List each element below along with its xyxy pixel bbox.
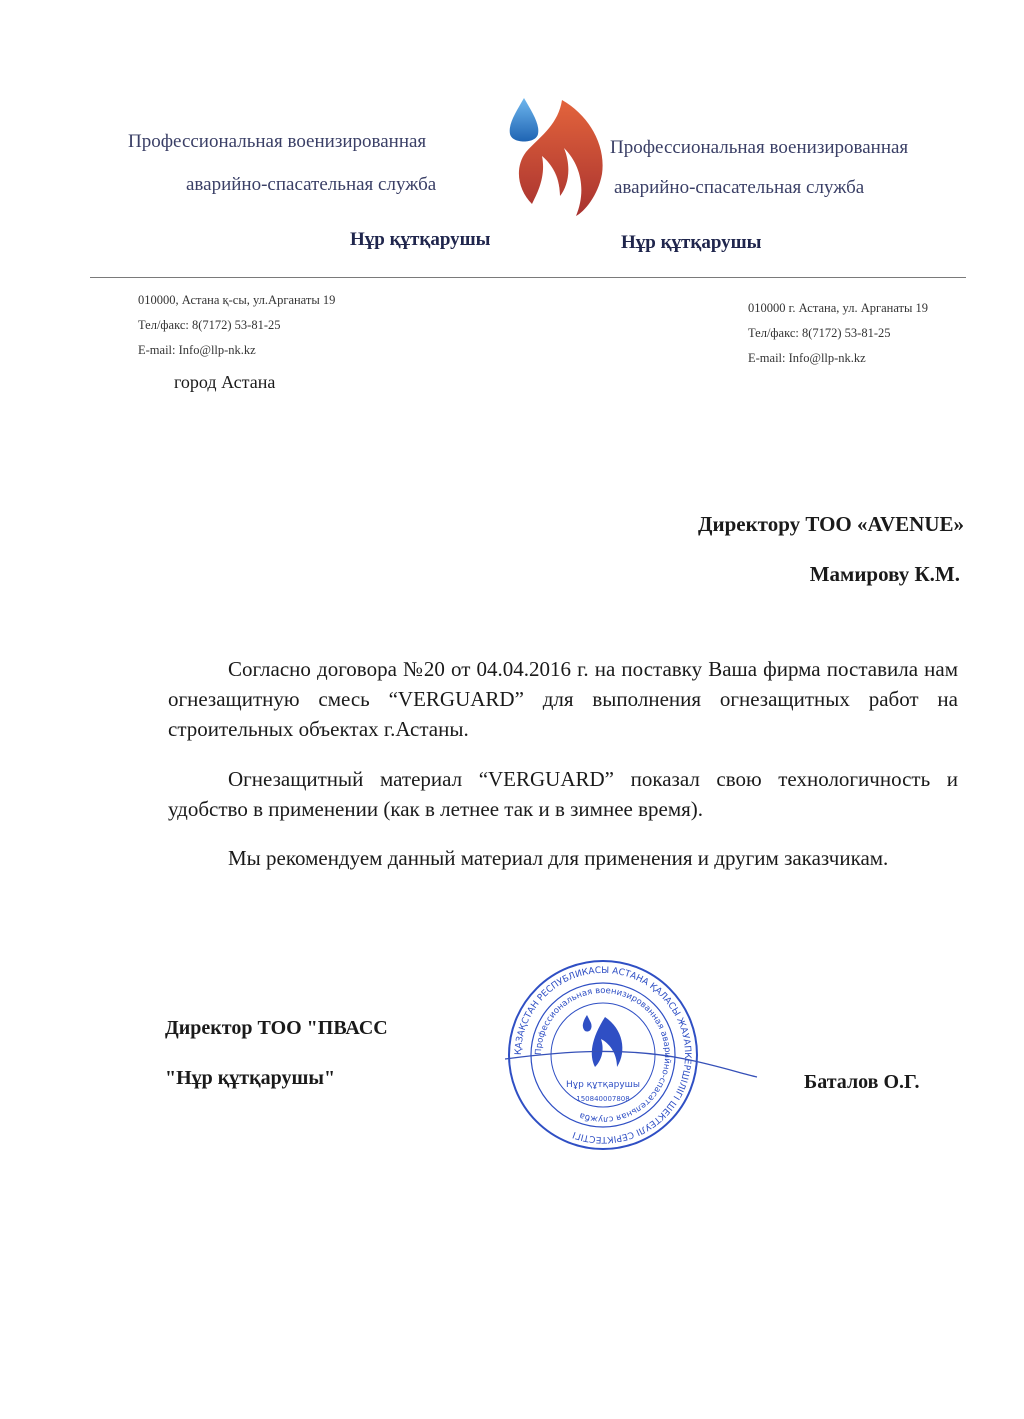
contact-right-email: E-mail: Info@llp-nk.kz: [748, 351, 866, 365]
body-paragraph-1-text: Согласно договора №20 от 04.04.2016 г. на поставку Ваша фирма поставила нам огнезащитную смесь “VERGUARD” для выполнения огнезащитных работ на строительных объектах г.Астаны.: [168, 657, 958, 741]
contact-left-phone: Тел/факс: 8(7172) 53-81-25: [138, 318, 281, 332]
body-paragraph-2: [168, 764, 958, 824]
body-paragraph-2-text: Огнезащитный материал “VERGUARD” показал свою технологичность и удобство в применении (как в летнее так и в зимнее время).: [168, 767, 958, 821]
org-title-right-line1: Профессиональная военизированная: [610, 137, 909, 158]
stamp-number: 150840007808: [576, 1095, 630, 1103]
addressee-name: Мамирову К.М.: [809, 562, 960, 586]
signatory-name: Баталов О.Г.: [804, 1071, 920, 1093]
org-title-left-line1: Профессиональная военизированная: [128, 131, 427, 152]
org-title-left-line2: аварийно-спасательная служба: [186, 174, 437, 195]
handwritten-signature: [505, 1051, 757, 1077]
org-name-right: Нұр құтқарушы: [621, 232, 762, 253]
stamp-inner-text: Профессиональная военизированная аварийно-спасательная служба: [533, 985, 673, 1125]
svg-text:Профессиональная военизированн: [534, 986, 672, 1124]
contact-right-address: 010000 г. Астана, ул. Арганаты 19: [748, 301, 929, 315]
body-paragraph-3-text: Мы рекомендуем данный материал для применения и другим заказчикам.: [228, 846, 889, 870]
round-company-stamp-icon: [505, 955, 765, 1155]
contact-left-address: 010000, Астана қ-сы, ул.Арганаты 19: [138, 293, 336, 307]
org-title-right-line2: аварийно-спасательная служба: [614, 177, 865, 198]
addressee-position: Директору ТОО «AVENUE»: [698, 512, 964, 536]
stamp-center-text: Нұр құтқарушы: [565, 1080, 641, 1090]
contact-right-phone: Тел/факс: 8(7172) 53-81-25: [748, 326, 891, 340]
city-label: город Астана: [174, 372, 276, 392]
body-paragraph-1: [168, 654, 958, 744]
contact-left-email: E-mail: Info@llp-nk.kz: [138, 343, 256, 357]
letterhead-divider: [90, 277, 966, 278]
signatory-title-line1: Директор ТОО "ПВАСС: [165, 1017, 388, 1039]
signatory-title-line2: "Нұр құтқарушы": [165, 1067, 336, 1089]
stamp-outer-text: ҚАЗАҚСТАН РЕСПУБЛИКАСЫ АСТАНА ҚАЛАСЫ ЖАУАПКЕРШІЛІГІ ШЕКТЕУЛІ СЕРІКТЕСТІГІ: [513, 965, 693, 1145]
org-name-left: Нұр құтқарушы: [350, 229, 491, 250]
flame-drop-logo-icon: [502, 96, 612, 221]
body-paragraph-3: [168, 843, 958, 873]
